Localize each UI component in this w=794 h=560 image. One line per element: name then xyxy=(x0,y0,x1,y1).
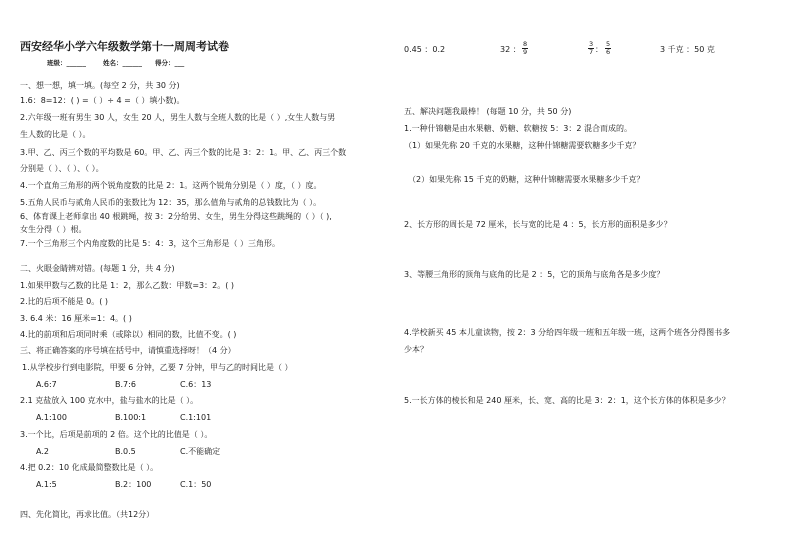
question-1-7: 7.一个三角形三个内角度数的比是 5：4：3，这个三角形是（ ）三角形。 xyxy=(20,239,280,248)
question-1-6-cont: 女生分得（ ）根。 xyxy=(20,225,87,234)
section-4-heading: 四、先化简比，再求比值。（共12分） xyxy=(20,510,155,519)
section-1-heading: 一、想一想，填一填。(每空 2 分，共 30 分) xyxy=(20,81,180,90)
option-3-3-a: A.2 xyxy=(36,447,49,456)
option-3-4-a: A.1:5 xyxy=(36,480,57,489)
option-3-4-b: B.2：100 xyxy=(115,480,152,489)
name-field: 姓名：______ xyxy=(103,59,142,67)
question-5-1: 1.一种什锦糖是由水果糖、奶糖、软糖按 5：3：2 混合而成的。 xyxy=(404,124,632,133)
question-1-3: 3.甲、乙、丙三个数的平均数是 60。甲、乙、丙三个数的比是 3：2：1。甲、乙、丙三个数 xyxy=(20,148,347,157)
option-3-4-c: C.1：50 xyxy=(180,480,212,489)
question-5-3: 3、等腰三角形的顶角与底角的比是 2 ：5，它的顶角与底角各是多少度？ xyxy=(404,270,665,279)
option-3-2-c: C.1:101 xyxy=(180,413,212,422)
ratio-problem-2-fraction: $\frac{8}{9}$ xyxy=(523,40,528,56)
question-5-4-cont: 少本？ xyxy=(404,345,428,354)
question-1-3-cont: 分别是（ ）、（ ）、（ ）。 xyxy=(20,164,104,173)
question-1-1: 1.6：8=12：( ) =（ ）÷ 4 =（ ）填小数)。 xyxy=(20,96,185,105)
question-5-1-part-2: （2）如果先称 15 千克的奶糖，这种什锦糖需要水果糖多少千克？ xyxy=(408,175,645,184)
question-1-4: 4.一个直角三角形的两个锐角度数的比是 2：1。这两个锐角分别是（ ）度，（ ）度。 xyxy=(20,181,322,190)
ratio-problem-4: 3 千克 ：50 克 xyxy=(660,45,715,54)
question-3-4: 4.把 0.2：10 化成最简整数比是（ ）。 xyxy=(20,463,159,472)
question-2-3: 3. 6.4 米：16 厘米=1：4。( ) xyxy=(20,314,132,323)
question-2-2: 2.比的后项不能是 0。( ) xyxy=(20,297,109,306)
question-1-6: 6、体育课上老师拿出 40 根跳绳，按 3：2分给男、女生，男生分得这些跳绳的（ ）（ ), xyxy=(20,212,332,221)
option-3-1-c: C.6：13 xyxy=(180,380,212,389)
question-2-1: 1.如果甲数与乙数的比是 1：2，那么乙数：甲数=3：2。( ) xyxy=(20,281,235,290)
section-5-heading: 五、解决问题我最棒！ (每题 10 分，共 50 分) xyxy=(404,107,572,116)
class-field: 班级：______ xyxy=(47,59,86,67)
ratio-problem-3-fraction-b: $\frac{5}{6}$ xyxy=(606,40,611,56)
question-1-2: 2.六年级一班有男生 30 人，女生 20 人，男生人数与全班人数的比是（ ）,女生人数与男 xyxy=(20,113,336,122)
exam-title: 西安经华小学六年级数学第十一周周考试卷 xyxy=(20,40,229,53)
question-5-2: 2、长方形的周长是 72 厘米，长与宽的比是 4 ：5，长方形的面积是多少？ xyxy=(404,220,672,229)
section-3-heading: 三、将正确答案的序号填在括号中，请慎重选择呀！（4 分） xyxy=(20,346,236,355)
ratio-problem-2-prefix: 32 ： xyxy=(500,45,521,54)
option-3-3-c: C.不能确定 xyxy=(180,447,221,456)
question-3-3: 3.一个比，后项是前项的 2 倍。这个比的比值是（ ）。 xyxy=(20,430,213,439)
ratio-problem-3-fraction-a: $\frac{3}{7}$ xyxy=(589,40,594,56)
question-5-4: 4.学校新买 45 本儿童读物，按 2：3 分给四年级一班和五年级一班，这两个班各分得图书多 xyxy=(404,328,731,337)
question-3-1: 1.从学校步行到电影院，甲要 6 分钟，乙要 7 分钟，甲与乙的时间比是（ ） xyxy=(22,363,293,372)
question-2-4: 4.比的前项和后项同时乘（或除以）相同的数，比值不变。( ) xyxy=(20,330,237,339)
question-1-2-cont: 生人数的比是（ ）。 xyxy=(20,130,91,139)
question-1-5: 5.五角人民币与贰角人民币的张数比为 12：35，那么值角与贰角的总钱数比为（ ）。 xyxy=(20,198,322,207)
option-3-2-a: A.1:100 xyxy=(36,413,67,422)
option-3-1-a: A.6:7 xyxy=(36,380,57,389)
ratio-problem-1: 0.45 ：0.2 xyxy=(404,45,446,54)
option-3-3-b: B.0.5 xyxy=(115,447,136,456)
option-3-1-b: B.7:6 xyxy=(115,380,136,389)
section-2-heading: 二、火眼金睛辨对错。(每题 1 分，共 4 分) xyxy=(20,264,175,273)
question-5-1-part-1: （1）如果先称 20 千克的水果糖，这种什锦糖需要软糖多少千克？ xyxy=(404,141,641,150)
ratio-problem-3-separator: ： xyxy=(595,45,603,54)
question-3-2: 2.1 克盐放入 100 克水中，盐与盐水的比是（ ）。 xyxy=(20,396,199,405)
option-3-2-b: B.100:1 xyxy=(115,413,147,422)
question-5-5: 5.一长方体的棱长和是 240 厘米，长、宽、高的比是 3：2：1，这个长方体的体积是多少？ xyxy=(404,396,730,405)
score-field: 得分：___ xyxy=(155,59,185,67)
